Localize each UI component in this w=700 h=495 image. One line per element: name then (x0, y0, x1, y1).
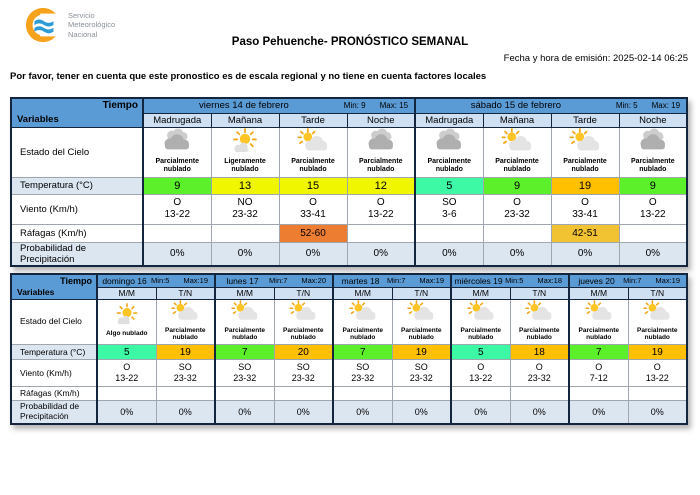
gusts-cell (392, 387, 451, 401)
sky-cell (156, 299, 215, 345)
wind-speed-range: 13-22 (367, 209, 394, 221)
row-label: Temperatura (°C) (11, 177, 143, 194)
day-header-cell (97, 274, 215, 287)
sky-cell (215, 299, 274, 345)
row-label: Temperatura (°C) (11, 345, 97, 360)
precip-cell: 0% (347, 242, 415, 266)
row-label: Estado del Cielo (11, 299, 97, 345)
precip-cell: 0% (628, 401, 687, 424)
cloudy-icon (635, 128, 671, 158)
variables-label: Variables (17, 286, 55, 297)
wind-direction: O (477, 362, 485, 373)
temperature-cell: 9 (483, 177, 551, 194)
daypart-header-cell: T/N (156, 287, 215, 299)
temperature-cell: 19 (156, 345, 215, 360)
precip-cell: 0% (274, 401, 333, 424)
day-min-temp: Min: 5 (615, 101, 638, 111)
wind-speed-range: 7-12 (589, 373, 608, 384)
daypart-header-cell: Tarde (551, 113, 619, 127)
wind-speed-range: 13-22 (164, 209, 191, 221)
emission-datetime: Fecha y hora de emisión: 2025-02-14 06:25 (503, 53, 688, 64)
wind-cell (483, 194, 551, 224)
sky-condition-label: Parcialmente nublado (495, 157, 539, 173)
precip-cell: 0% (143, 242, 211, 266)
sky-condition-label: Parcialmente nublado (224, 326, 265, 341)
table2-grid (10, 273, 688, 425)
temperature-cell: 7 (569, 345, 628, 360)
sky-cell (483, 127, 551, 177)
gusts-cell (451, 387, 510, 401)
variables-label: Variables (17, 113, 59, 125)
sky-condition-label: Parcialmente nublado (563, 157, 607, 173)
day-min-temp: Min:7 (623, 276, 642, 286)
row-label: Ráfagas (Km/h) (11, 387, 97, 401)
temperature-cell: 20 (274, 345, 333, 360)
day-name: jueves 20 (578, 275, 615, 286)
wind-cell (569, 360, 628, 387)
wind-speed-range: 3-6 (442, 209, 457, 221)
gusts-cell (569, 387, 628, 401)
daypart-header-cell: Mañana (483, 113, 551, 127)
day-min-temp: Min:5 (151, 276, 170, 286)
daypart-header-cell: M/M (97, 287, 156, 299)
day-max-temp: Max:19 (655, 276, 681, 286)
wind-direction: O (309, 196, 317, 208)
partly-cloudy-icon (641, 300, 673, 327)
gusts-cell (333, 387, 392, 401)
day-header-cell (215, 274, 333, 287)
row-label: Viento (Km/h) (11, 194, 143, 224)
cloudy-icon (363, 128, 399, 158)
day-name: martes 18 (341, 275, 380, 286)
precip-cell: 0% (483, 242, 551, 266)
precip-cell: 0% (333, 401, 392, 424)
daypart-header-cell: Tarde (279, 113, 347, 127)
partly-cloudy-icon (465, 300, 497, 327)
wind-direction: O (653, 362, 661, 373)
sky-condition-label: Parcialmente nublado (358, 157, 403, 173)
temperature-cell: 7 (333, 345, 392, 360)
wind-cell (347, 194, 415, 224)
temperature-cell: 7 (215, 345, 274, 360)
gusts-cell (510, 387, 569, 401)
temperature-cell: 12 (347, 177, 415, 194)
wind-direction: NO (237, 196, 253, 208)
wind-cell (274, 360, 333, 387)
wind-speed-range: 23-32 (233, 373, 257, 384)
smn-logo-text (68, 11, 115, 39)
day-name: viernes 14 de febrero (199, 100, 289, 112)
day-max-temp: Max:19 (419, 276, 444, 286)
wind-cell (510, 360, 569, 387)
wind-cell (333, 360, 392, 387)
forecast-table-week-part2 (10, 273, 688, 425)
temperature-cell: 5 (97, 345, 156, 360)
day-max-temp: Max: 15 (379, 101, 409, 111)
wind-cell (143, 194, 211, 224)
sky-condition-label: Parcialmente nublado (283, 326, 324, 341)
precip-cell: 0% (510, 401, 569, 424)
wind-speed-range: 23-32 (527, 373, 551, 384)
day-header-cell (569, 274, 687, 287)
partly-cloudy-icon (169, 300, 201, 327)
daypart-header-cell: Madrugada (415, 113, 483, 127)
wind-direction: O (173, 196, 182, 208)
daypart-header-cell: M/M (333, 287, 392, 299)
partly-cloudy-icon (229, 300, 261, 327)
tiempo-label: Tiempo (60, 276, 92, 286)
row-label: Probabilidad de Precipitación (11, 401, 97, 424)
gusts-cell: 52-60 (279, 224, 347, 242)
gusts-cell: 42-51 (551, 224, 619, 242)
daypart-header-cell: T/N (510, 287, 569, 299)
wind-cell (156, 360, 215, 387)
daypart-header-cell: M/M (215, 287, 274, 299)
forecast-table-week-part1 (10, 97, 688, 267)
page-title: Paso Pehuenche- PRONÓSTICO SEMANAL (231, 36, 469, 48)
precip-cell: 0% (569, 401, 628, 424)
wind-speed-range: 23-32 (351, 373, 375, 384)
temperature-cell: 13 (211, 177, 279, 194)
wind-direction: O (513, 196, 521, 208)
day-name: sábado 15 de febrero (470, 100, 562, 112)
wind-speed-range: 13-22 (645, 373, 669, 384)
day-header-cell (415, 98, 687, 113)
gusts-cell (215, 387, 274, 401)
sky-cell (569, 299, 628, 345)
mostly-sunny-icon (111, 303, 143, 330)
daypart-header-cell: T/N (274, 287, 333, 299)
sky-condition-label: Parcialmente nublado (460, 326, 501, 341)
sky-cell (333, 299, 392, 345)
day-min-temp: Min: 9 (343, 101, 366, 111)
sky-cell (619, 127, 687, 177)
wind-direction: O (595, 362, 603, 373)
daypart-header-cell: M/M (451, 287, 510, 299)
sky-condition-label: Parcialmente nublado (637, 326, 678, 341)
wind-cell (279, 194, 347, 224)
wind-speed-range: 13-22 (640, 209, 666, 221)
sky-cell (274, 299, 333, 345)
wind-direction: SO (296, 362, 310, 373)
wind-speed-range: 23-32 (232, 209, 258, 221)
day-header-cell (451, 274, 569, 287)
wind-cell (415, 194, 483, 224)
row-label: Ráfagas (Km/h) (11, 224, 143, 242)
row-label: Estado del Cielo (11, 127, 143, 177)
sky-condition-label: Parcialmente nublado (578, 326, 619, 341)
sky-cell (415, 127, 483, 177)
gusts-cell (347, 224, 415, 242)
precip-cell: 0% (211, 242, 279, 266)
sky-condition-label: Algo nublado (105, 330, 148, 338)
temperature-cell: 15 (279, 177, 347, 194)
precip-cell: 0% (97, 401, 156, 424)
wind-cell (97, 360, 156, 387)
partly-cloudy-icon (405, 300, 437, 327)
wind-speed-range: 23-32 (291, 373, 315, 384)
partly-cloudy-icon (347, 300, 379, 327)
daypart-header-cell: Madrugada (143, 113, 211, 127)
wind-direction: O (535, 362, 543, 373)
wind-speed-range: 13-22 (115, 373, 139, 384)
sky-condition-label: Parcialmente nublado (155, 157, 200, 173)
wind-direction: O (376, 196, 385, 208)
wind-cell (392, 360, 451, 387)
temperature-cell: 19 (392, 345, 451, 360)
table1-grid (10, 97, 688, 267)
daypart-header-cell: T/N (392, 287, 451, 299)
sky-cell (451, 299, 510, 345)
precip-cell: 0% (551, 242, 619, 266)
partly-cloudy-icon (499, 128, 535, 158)
sky-condition-label: Parcialmente nublado (165, 326, 206, 341)
wind-direction: SO (356, 362, 370, 373)
wind-cell (619, 194, 687, 224)
tiempo-label: Tiempo (102, 100, 138, 111)
day-max-temp: Max:18 (537, 276, 563, 286)
wind-direction: O (123, 362, 131, 373)
gusts-cell (211, 224, 279, 242)
day-name: lunes 17 (226, 275, 259, 286)
mostly-sunny-icon (227, 128, 263, 158)
daypart-header-cell: T/N (628, 287, 687, 299)
day-max-temp: Max:20 (301, 276, 326, 286)
partly-cloudy-icon (295, 128, 331, 158)
temperature-cell: 5 (451, 345, 510, 360)
precip-cell: 0% (619, 242, 687, 266)
row-label: Probabilidad de Precipitación (11, 242, 143, 266)
sky-cell (347, 127, 415, 177)
sky-condition-label: Parcialmente nublado (342, 326, 383, 341)
logo-line-2: Meteorológico (68, 20, 116, 30)
gusts-cell (415, 224, 483, 242)
wind-speed-range: 33-41 (572, 209, 598, 221)
day-min-temp: Min:7 (387, 276, 406, 286)
daypart-header-cell: M/M (569, 287, 628, 299)
precip-cell: 0% (392, 401, 451, 424)
gusts-cell (156, 387, 215, 401)
cloudy-icon (431, 128, 467, 158)
sky-cell (143, 127, 211, 177)
temperature-cell: 9 (619, 177, 687, 194)
time-variables-corner-cell (11, 98, 143, 127)
wind-speed-range: 23-32 (504, 209, 530, 221)
wind-cell (628, 360, 687, 387)
daypart-header-cell: Noche (347, 113, 415, 127)
temperature-cell: 5 (415, 177, 483, 194)
wind-speed-range: 23-32 (173, 373, 197, 384)
sky-condition-label: Parcialmente nublado (427, 157, 472, 173)
day-min-temp: Min:5 (505, 276, 524, 286)
temperature-cell: 9 (143, 177, 211, 194)
wind-direction: SO (414, 362, 428, 373)
temperature-cell: 19 (551, 177, 619, 194)
time-variables-corner-cell (11, 274, 97, 299)
partly-cloudy-icon (583, 300, 615, 327)
sky-condition-label: Parcialmente nublado (519, 326, 560, 341)
sky-cell (628, 299, 687, 345)
precip-cell: 0% (215, 401, 274, 424)
day-name: miércoles 19 (454, 275, 503, 286)
wind-speed-range: 33-41 (300, 209, 326, 221)
wind-direction: SO (178, 362, 192, 373)
wind-speed-range: 23-32 (409, 373, 433, 384)
precip-cell: 0% (415, 242, 483, 266)
row-label: Viento (Km/h) (11, 360, 97, 387)
wind-direction: SO (238, 362, 252, 373)
sky-condition-label: Parcialmente nublado (401, 326, 442, 341)
daypart-header-cell: Mañana (211, 113, 279, 127)
gusts-cell (619, 224, 687, 242)
sky-cell (510, 299, 569, 345)
sky-cell (97, 299, 156, 345)
day-header-cell (143, 98, 415, 113)
precip-cell: 0% (279, 242, 347, 266)
daypart-header-cell: Noche (619, 113, 687, 127)
wind-direction: O (648, 196, 657, 208)
sky-cell (551, 127, 619, 177)
sky-condition-label: Ligeramente nublado (224, 157, 266, 173)
wind-cell (211, 194, 279, 224)
sky-cell (279, 127, 347, 177)
partly-cloudy-icon (523, 300, 555, 327)
wind-cell (451, 360, 510, 387)
gusts-cell (628, 387, 687, 401)
temperature-cell: 19 (628, 345, 687, 360)
gusts-cell (274, 387, 333, 401)
logo-line-3: Nacional (68, 29, 98, 39)
sky-cell (211, 127, 279, 177)
wind-cell (551, 194, 619, 224)
gusts-cell (143, 224, 211, 242)
logo-line-1: Servicio (68, 10, 95, 20)
cloudy-icon (159, 128, 195, 158)
wind-cell (215, 360, 274, 387)
wind-direction: SO (442, 196, 457, 208)
precip-cell: 0% (451, 401, 510, 424)
gusts-cell (97, 387, 156, 401)
day-header-cell (333, 274, 451, 287)
regional-disclaimer: Por favor, tener en cuenta que este pronostico es de escala regional y no tiene en cuenta factores locales (10, 71, 487, 82)
precip-cell: 0% (156, 401, 215, 424)
wind-speed-range: 13-22 (469, 373, 493, 384)
day-max-temp: Max: 19 (651, 101, 681, 111)
day-max-temp: Max:19 (183, 276, 208, 286)
wind-direction: O (581, 196, 589, 208)
gusts-cell (483, 224, 551, 242)
sky-condition-label: Parcialmente nublado (291, 157, 335, 173)
temperature-cell: 18 (510, 345, 569, 360)
day-min-temp: Min:7 (269, 276, 288, 286)
sky-condition-label: Parcialmente nublado (631, 157, 675, 173)
partly-cloudy-icon (287, 300, 319, 327)
partly-cloudy-icon (567, 128, 603, 158)
sky-cell (392, 299, 451, 345)
day-name: domingo 16 (102, 275, 147, 286)
